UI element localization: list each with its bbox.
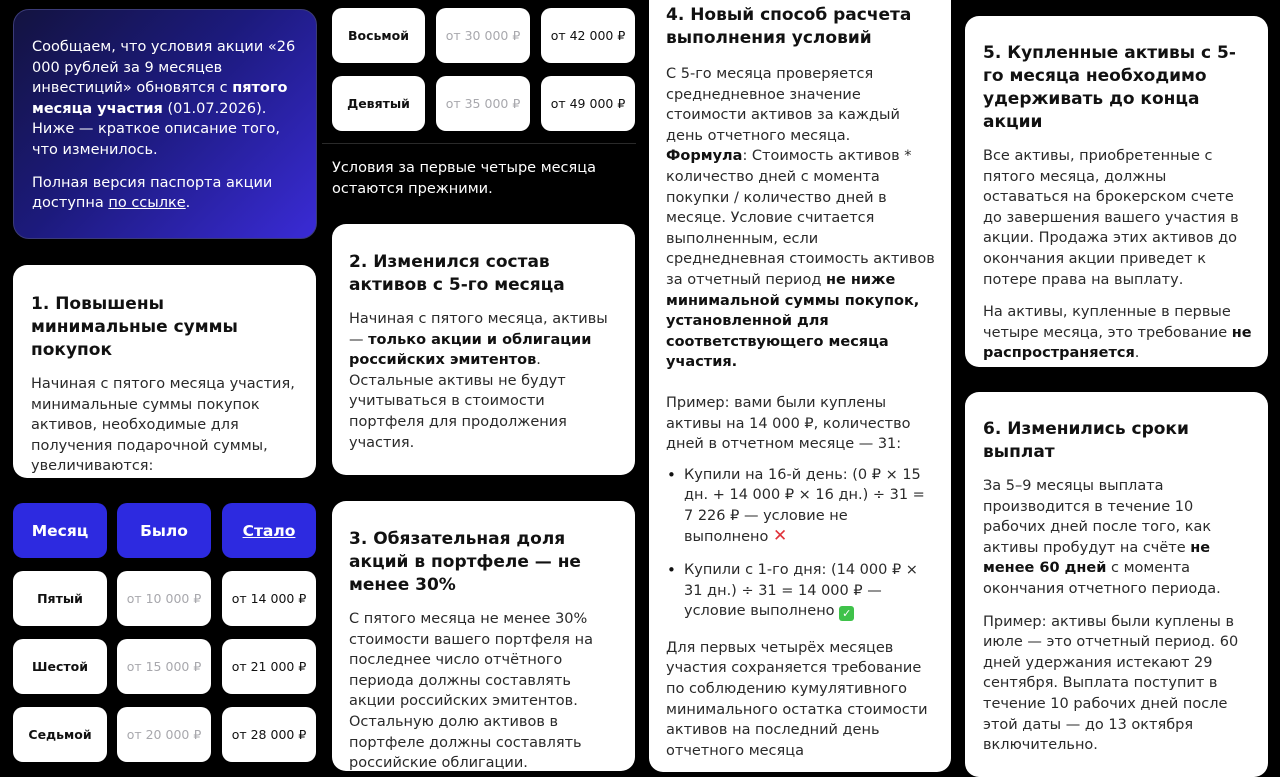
section-2-title: 2. Изменился состав активов с 5-го месяца: [349, 252, 565, 295]
table-row-month: Пятый: [13, 571, 107, 626]
section-1-title: 1. Повышены минимальные суммы покупок: [31, 294, 238, 360]
table-header-new[interactable]: [222, 503, 316, 558]
table-row-old: от 20 000 ₽: [117, 707, 211, 762]
list-item: [684, 560, 935, 622]
section-5-card: [965, 16, 1268, 367]
intro-text-part: Сообщаем, что условия акции «26 000 рублей за 9 месяцев инвестиций» обновятся с: [32, 39, 296, 97]
section-6-bold: не менее 60 дней: [983, 539, 1211, 577]
list-item-text: Купили с 1-го дня: (14 000 ₽ × 31 дн.) ÷ 31 = 14 000 ₽ — условие выполнено: [684, 562, 918, 620]
table-row-new: от 21 000 ₽: [222, 639, 316, 694]
table-row-old: от 10 000 ₽: [117, 571, 211, 626]
section-6-title: 6. Изменились сроки выплат: [983, 419, 1189, 462]
table-header-month: [13, 503, 107, 558]
section-6-text-part: с момента окончания отчетного периода.: [983, 560, 1221, 597]
section-6-text-part: За 5–9 месяцы выплата производится в течение 10 рабочих дней после того, как активы пробудут на счёте: [983, 478, 1212, 556]
section-1-card: [13, 265, 316, 478]
section-3-text: С пятого месяца не менее 30% стоимости вашего портфеля на последнее число отчётного периода должны составлять акции российских эмитентов. Остальную долю активов в портфеле должны составлять российские облигации.: [349, 611, 593, 772]
intro-text-part: (01.07.2026). Ниже — краткое описание того, что изменилось.: [32, 100, 280, 158]
section-2-text-part: . Остальные активы не будут учитываться в стоимости портфеля для продолжения участия.: [349, 352, 567, 451]
table-row-month: Седьмой: [13, 707, 107, 762]
intro-text: [32, 37, 298, 161]
section-6-card: [965, 392, 1268, 777]
formula-label: Формула: [666, 148, 743, 165]
list-item-text: Купили на 16-й день: (0 ₽ × 15 дн. + 14 000 ₽ × 16 дн.) ÷ 31 = 7 226 ₽ — условие не выполнено: [684, 466, 925, 546]
section-5-bold: не распространяется: [983, 324, 1252, 362]
check-mark-icon: ✓: [839, 606, 854, 621]
section-4-card: [649, 0, 951, 772]
section-4-last: Для первых четырёх месяцев участия сохраняется требование по соблюдению кумулятивного минимального остатка стоимости активов на последний день отчетного месяца: [666, 639, 928, 759]
section-4-text-part: : Стоимость активов * количество дней с момента покупки / количество дней в месяце. Условие считается выполненным, если среднедневная стоимость активов за отчетный период: [666, 148, 935, 288]
table-row-old: от 35 000 ₽: [436, 76, 530, 131]
first-months-note: Условия за первые четыре месяца остаются прежними.: [332, 160, 597, 197]
section-5-text: Все активы, приобретенные с пятого месяца, должны оставаться на брокерском счете до завершения вашего участия в акции. Продажа этих активов до окончания акции приведет к потере права на выплату.: [983, 148, 1239, 288]
intro-bold: пятого месяца участия: [32, 80, 288, 117]
section-5-title: 5. Купленные активы с 5-го месяца необходимо удерживать до конца акции: [983, 43, 1236, 132]
section-1-text: Начиная с пятого месяца участия, минимальные суммы покупок активов, необходимые для получения подарочной суммы, увеличиваются:: [31, 376, 295, 475]
section-6-text: [983, 476, 1252, 600]
intro-text-part: Полная версия паспорта акции доступна: [32, 174, 273, 212]
table-header-label: Месяц: [31, 521, 89, 540]
section-4-intro: [666, 64, 935, 373]
table-row-old: от 30 000 ₽: [436, 8, 530, 63]
section-3-card: [332, 501, 635, 771]
table-row-new: от 42 000 ₽: [541, 8, 635, 63]
section-6-example: Пример: активы были куплены в июле — это отчетный период. 60 дней удержания истекают 29 сентября. Выплата поступит в течение 10 рабочих дней после этой даты — до 13 октября включительно.: [983, 613, 1239, 754]
table-row-new: от 14 000 ₽: [222, 571, 316, 626]
section-4-title: 4. Новый способ расчета выполнения условий: [666, 5, 912, 48]
section-3-title: 3. Обязательная доля акций в портфеле — не менее 30%: [349, 529, 581, 595]
section-4-example: Пример: вами были куплены активы на 14 000 ₽, количество дней в отчетном месяце — 31:: [666, 394, 911, 453]
section-5-text-part: .: [1134, 345, 1140, 362]
table-row-new: от 49 000 ₽: [541, 76, 635, 131]
section-4-text-part: С 5-го месяца проверяется среднедневное значение стоимости активов за каждый день отчетного месяца.: [666, 66, 900, 144]
section-2-card: [332, 224, 635, 475]
table-row-month: Девятый: [332, 76, 425, 131]
table-header-label[interactable]: Стало: [242, 521, 296, 540]
table-row-old: от 15 000 ₽: [117, 639, 211, 694]
section-4-bold: не ниже минимальной суммы покупок, установленной для соответствующего месяца участия.: [666, 271, 920, 371]
passport-link[interactable]: по ссылке: [108, 195, 186, 212]
section-2-bold: только акции и облигации российских эмитентов: [349, 331, 592, 369]
list-item: [684, 465, 935, 548]
table-row-month: Восьмой: [332, 8, 425, 63]
section-5-note: [983, 302, 1252, 364]
intro-banner: [13, 9, 317, 239]
section-2-text-part: Начиная с пятого месяца, активы —: [349, 311, 608, 348]
intro-link-text: [32, 173, 298, 214]
example-list: [666, 465, 935, 622]
divider: [322, 143, 636, 144]
table-row-new: от 28 000 ₽: [222, 707, 316, 762]
intro-text-part: .: [185, 195, 191, 212]
table-header-old: [117, 503, 211, 558]
section-2-text: [349, 309, 618, 453]
cross-mark-icon: ✕: [772, 526, 788, 547]
table-header-label: Было: [140, 521, 188, 540]
table-row-month: Шестой: [13, 639, 107, 694]
section-5-text-part: На активы, купленные в первые четыре месяца, это требование: [983, 304, 1232, 341]
